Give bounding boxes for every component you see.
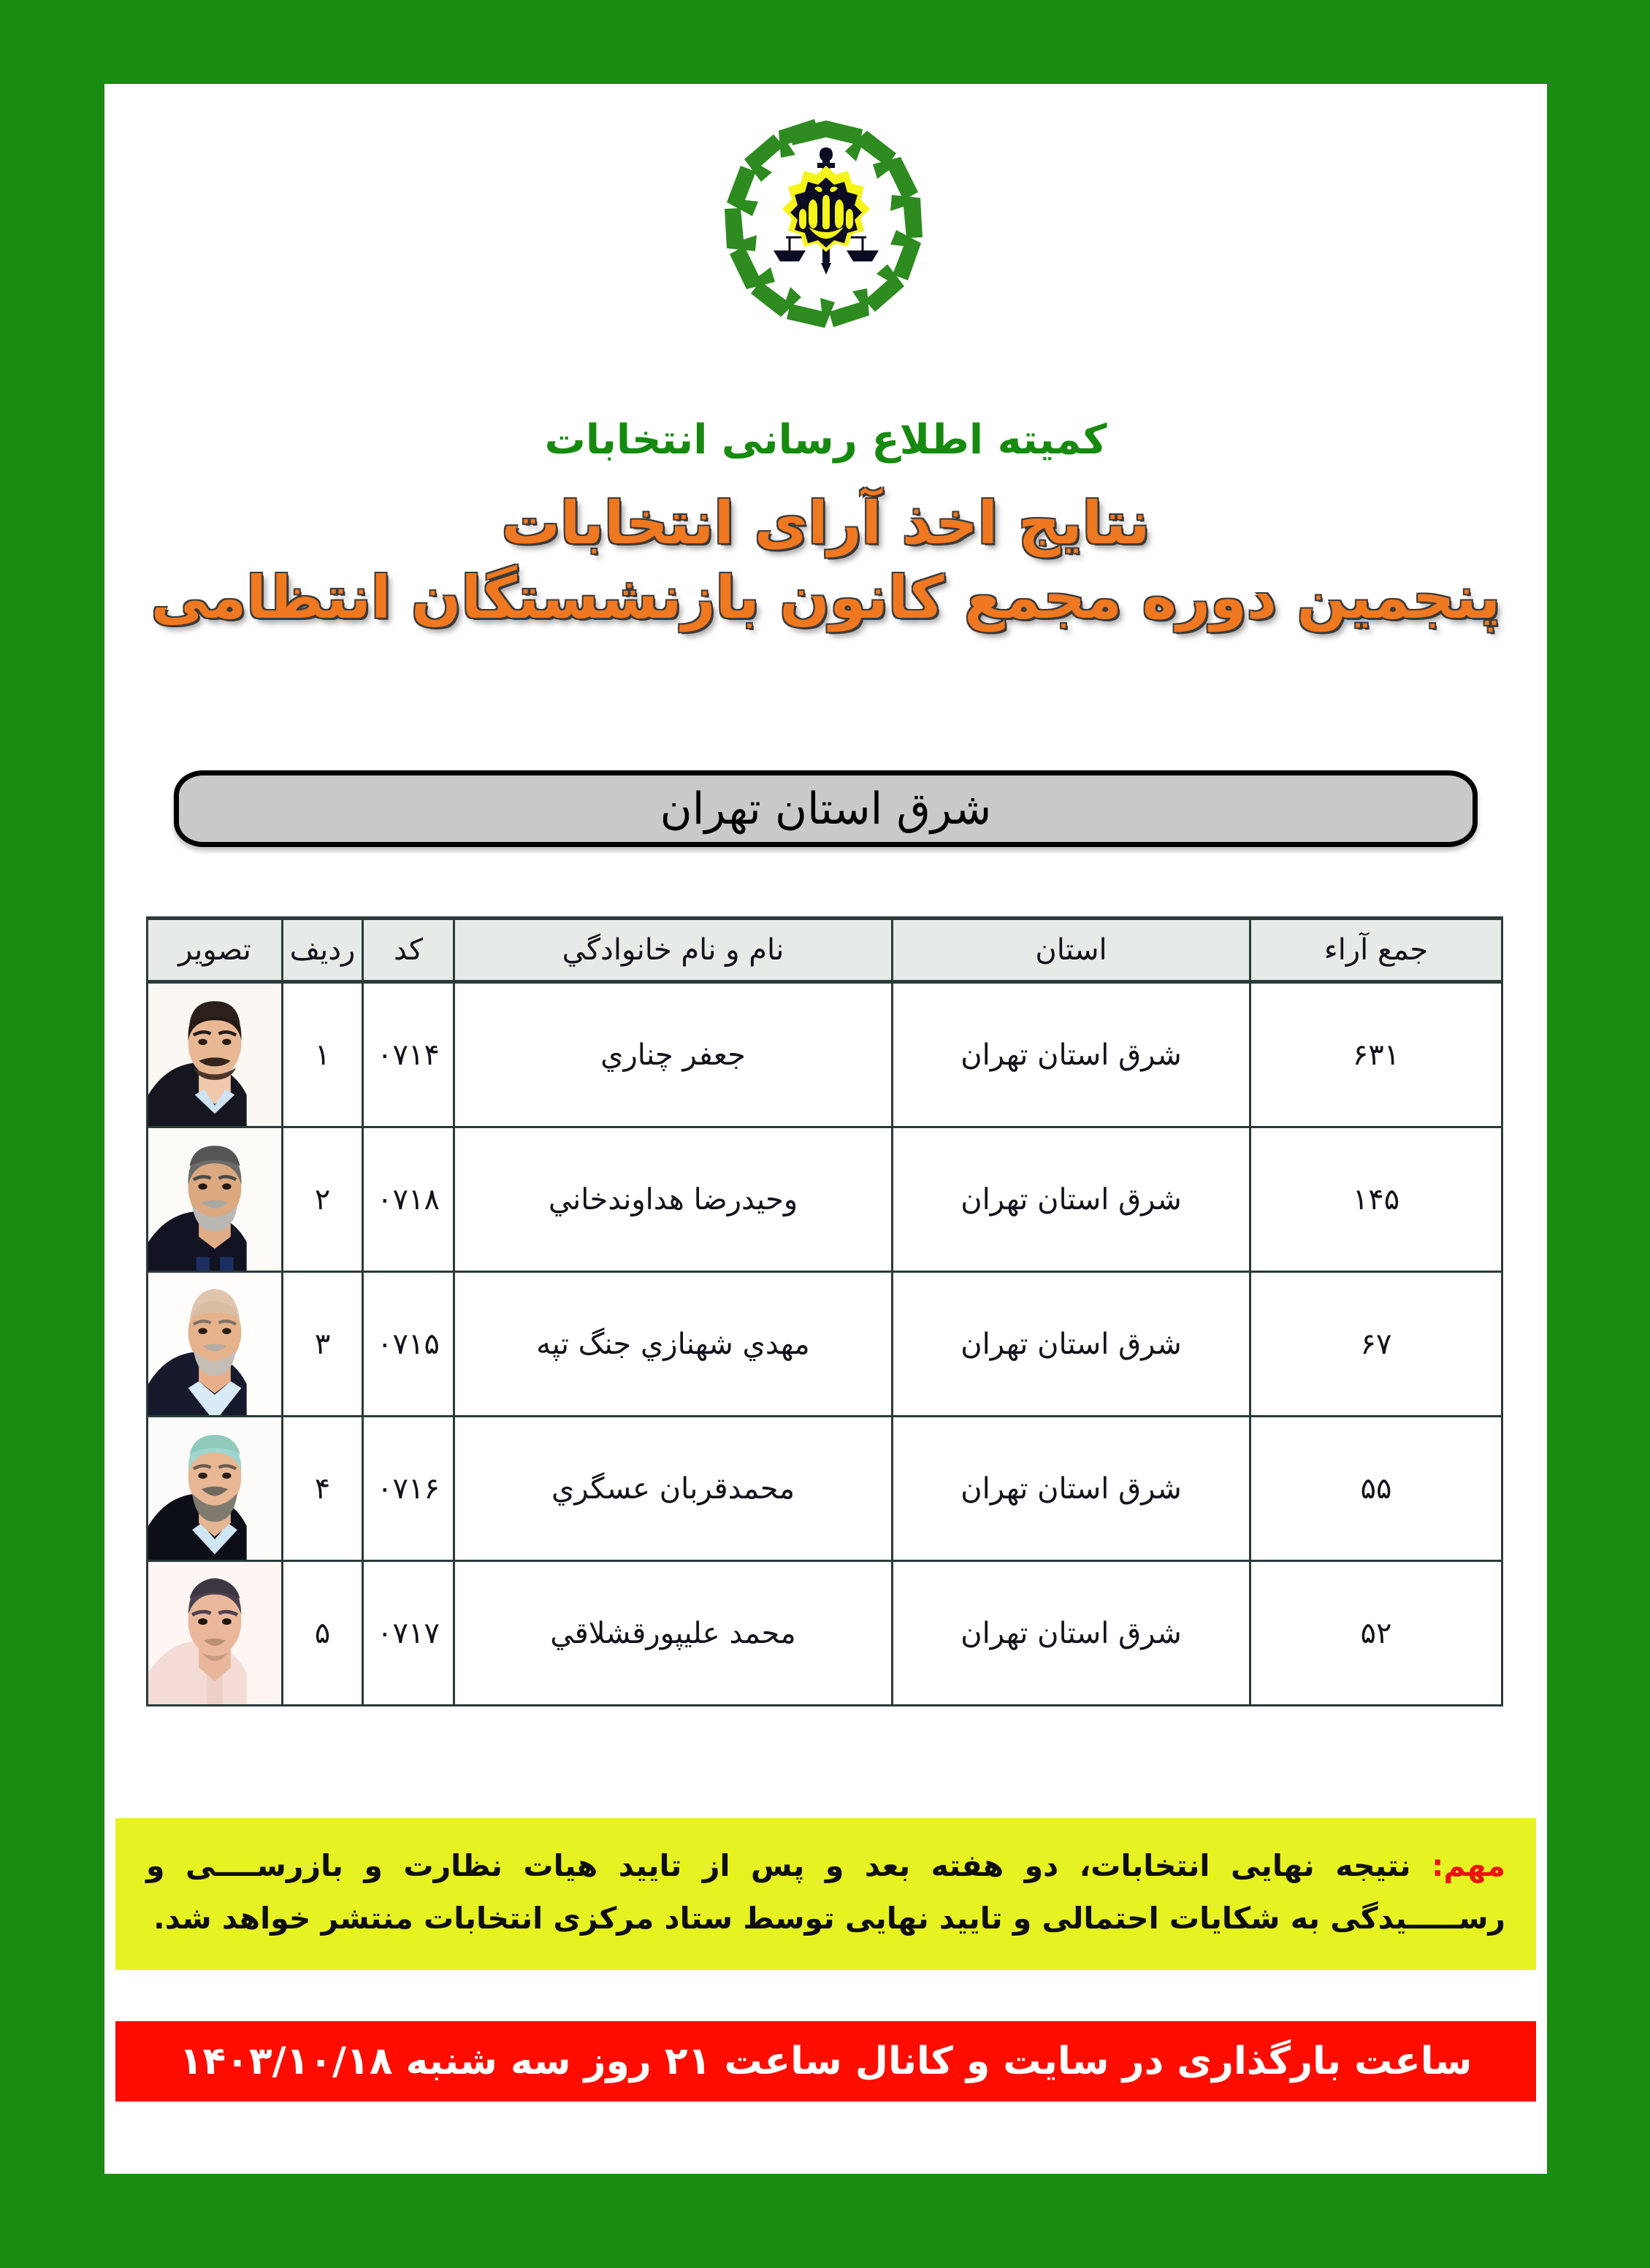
cell-photo bbox=[148, 982, 283, 1127]
cell-code: ۰۷۱۶ bbox=[363, 1417, 454, 1561]
column-header-code: کد bbox=[363, 919, 454, 982]
table-row bbox=[148, 1417, 1502, 1561]
cell-rownum: ۵ bbox=[283, 1561, 363, 1706]
upload-time-banner: ساعت بارگذاری در سایت و کانال ساعت ۲۱ روز سه شنبه ۱۴۰۳/۱۰/۱۸ bbox=[115, 2021, 1536, 2102]
cell-province: شرق استان تهران bbox=[893, 1417, 1250, 1561]
results-table-head bbox=[148, 919, 1502, 982]
cell-name: محمدقربان عسگري bbox=[454, 1417, 893, 1561]
cell-votes: ۵۲ bbox=[1250, 1561, 1502, 1706]
cell-name: مهدي شهنازي جنگ تپه bbox=[454, 1272, 893, 1417]
cell-photo bbox=[148, 1127, 283, 1272]
cell-votes: ۶۳۱ bbox=[1250, 982, 1502, 1127]
important-notice bbox=[115, 1818, 1536, 1970]
cell-votes: ۵۵ bbox=[1250, 1417, 1502, 1561]
emblem-container bbox=[104, 113, 1547, 332]
cell-province: شرق استان تهران bbox=[893, 1127, 1250, 1272]
cell-photo bbox=[148, 1561, 283, 1706]
cell-rownum: ۱ bbox=[283, 982, 363, 1127]
table-row bbox=[148, 1272, 1502, 1417]
cell-province: شرق استان تهران bbox=[893, 1561, 1250, 1706]
title-line-2: پنجمین دوره مجمع کانون بازنشستگان انتظامی bbox=[150, 564, 1501, 632]
region-badge: شرق استان تهران bbox=[174, 770, 1478, 847]
cell-votes: ۱۴۵ bbox=[1250, 1127, 1502, 1272]
cell-rownum: ۳ bbox=[283, 1272, 363, 1417]
cell-photo bbox=[148, 1272, 283, 1417]
table-row bbox=[148, 1127, 1502, 1272]
cell-photo bbox=[148, 1417, 283, 1561]
title-line-1: نتایج اخذ آرای انتخابات bbox=[501, 489, 1150, 557]
candidate-photo-icon bbox=[148, 984, 281, 1126]
notice-tag: مهم: bbox=[1432, 1848, 1505, 1883]
committee-subtitle: کمیته اطلاع رسانی انتخابات bbox=[544, 416, 1107, 464]
cell-rownum: ۲ bbox=[283, 1127, 363, 1272]
iran-police-retirees-emblem-icon bbox=[717, 113, 936, 332]
cell-province: شرق استان تهران bbox=[893, 1272, 1250, 1417]
cell-code: ۰۷۱۷ bbox=[363, 1561, 454, 1706]
candidate-photo-icon bbox=[148, 1273, 281, 1415]
column-header-rownum: ردیف bbox=[283, 919, 363, 982]
page-title bbox=[104, 489, 1547, 633]
candidate-photo-icon bbox=[148, 1417, 281, 1560]
table-header-row bbox=[148, 919, 1502, 982]
column-header-name: نام و نام خانوادگي bbox=[454, 919, 893, 982]
table-row bbox=[148, 1561, 1502, 1706]
results-table-container bbox=[148, 916, 1503, 1706]
cell-name: محمد علیپورقشلاقي bbox=[454, 1561, 893, 1706]
cell-province: شرق استان تهران bbox=[893, 982, 1250, 1127]
table-row bbox=[148, 982, 1502, 1127]
cell-code: ۰۷۱۵ bbox=[363, 1272, 454, 1417]
column-header-province: استان bbox=[893, 919, 1250, 982]
cell-rownum: ۴ bbox=[283, 1417, 363, 1561]
results-table-body bbox=[148, 982, 1502, 1706]
cell-name: جعفر چناري bbox=[454, 982, 893, 1127]
column-header-votes: جمع آراء bbox=[1250, 919, 1502, 982]
poster-sheet bbox=[104, 84, 1547, 2174]
notice-body: نتیجه نهایی انتخابات، دو هفته بعد و پس از تایید هیات نظارت و بازرســــی و رســـــیدگی به شکایات احتمالی و تایید نهایی توسط ستاد مرکزی انتخابات منتشر خواهد شد. bbox=[146, 1848, 1505, 1936]
cell-name: وحیدرضا هداوندخاني bbox=[454, 1127, 893, 1272]
results-table bbox=[146, 916, 1503, 1706]
column-header-photo: تصویر bbox=[148, 919, 283, 982]
cell-code: ۰۷۱۴ bbox=[363, 982, 454, 1127]
cell-code: ۰۷۱۸ bbox=[363, 1127, 454, 1272]
cell-votes: ۶۷ bbox=[1250, 1272, 1502, 1417]
candidate-photo-icon bbox=[148, 1128, 281, 1271]
candidate-photo-icon bbox=[148, 1562, 281, 1704]
